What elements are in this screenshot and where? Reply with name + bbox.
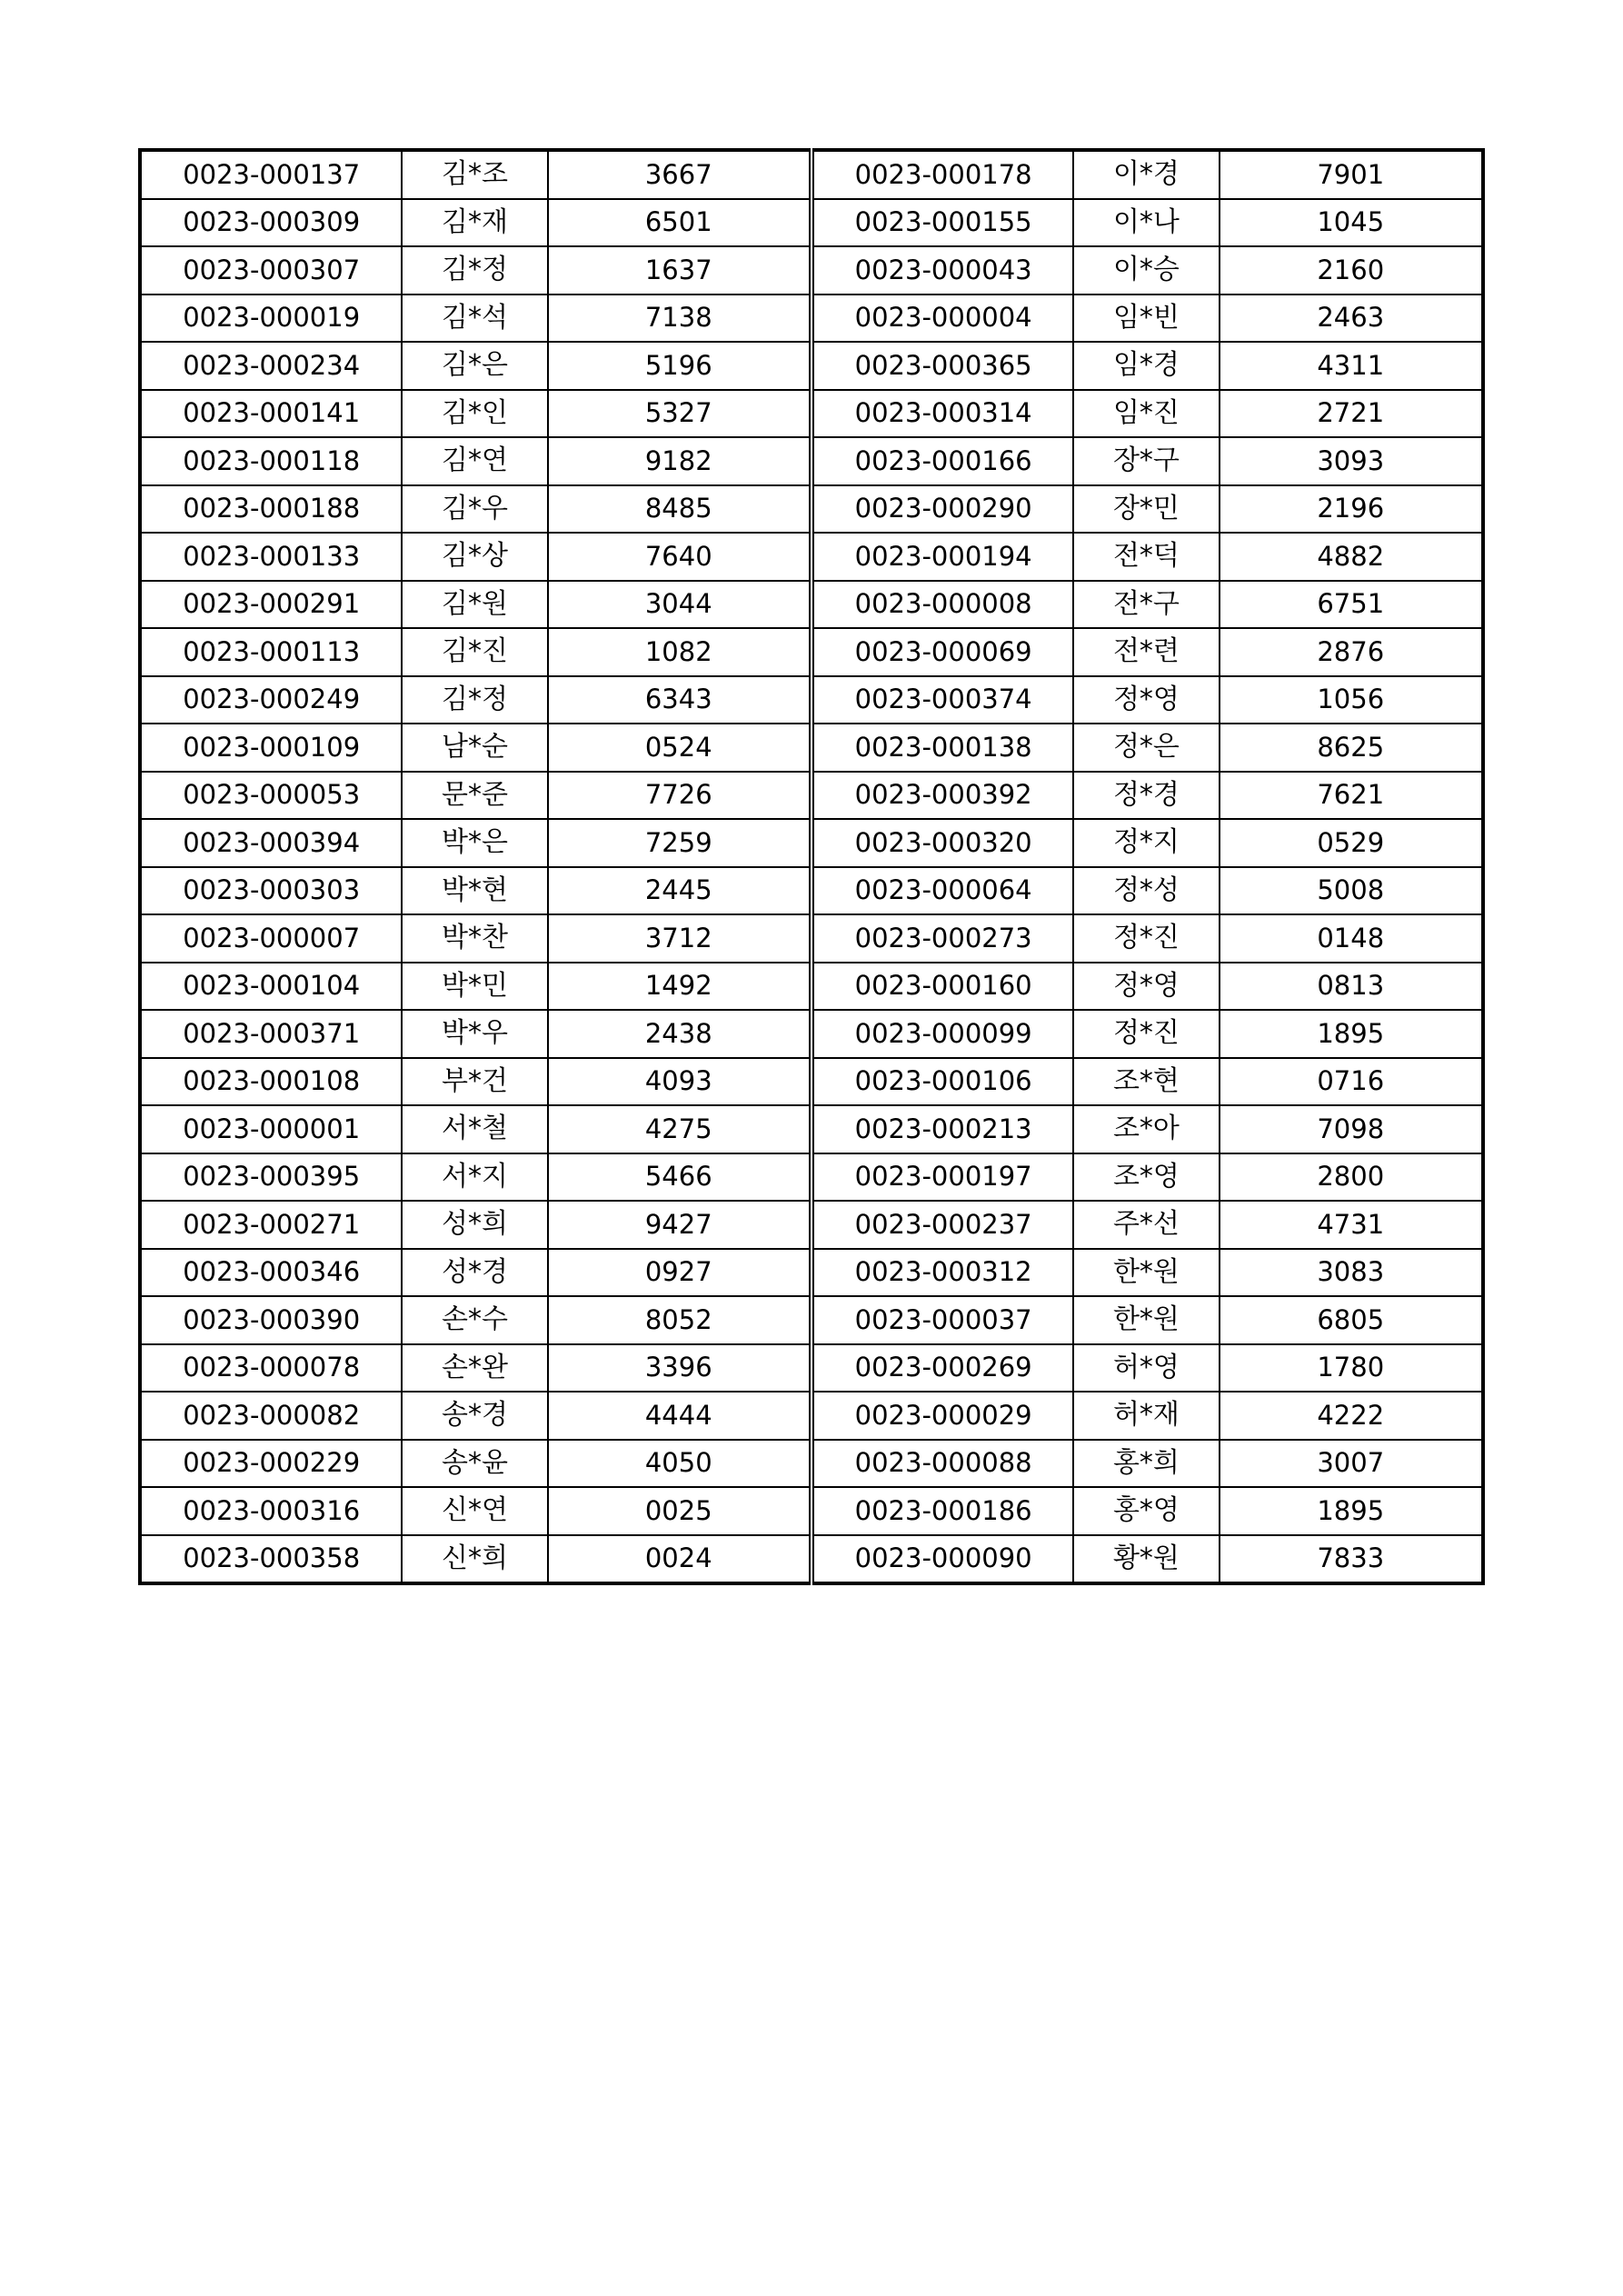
left-name-cell: 박*우 [402, 1010, 547, 1058]
left-code-cell: 5196 [548, 342, 812, 390]
left-id-cell: 0023-000001 [140, 1105, 402, 1153]
table-row [140, 628, 1483, 676]
left-name-cell: 김*상 [402, 533, 547, 581]
left-id-cell: 0023-000133 [140, 533, 402, 581]
left-code-cell: 3667 [548, 150, 812, 199]
left-id-cell: 0023-000390 [140, 1296, 402, 1344]
table-row [140, 963, 1483, 1011]
left-id-cell: 0023-000188 [140, 485, 402, 534]
right-code-cell: 3007 [1220, 1440, 1483, 1488]
right-name-cell: 홍*희 [1073, 1440, 1219, 1488]
left-code-cell: 0927 [548, 1249, 812, 1297]
right-id-cell: 0023-000088 [812, 1440, 1073, 1488]
left-code-cell: 8485 [548, 485, 812, 534]
left-id-cell: 0023-000082 [140, 1392, 402, 1440]
left-code-cell: 9427 [548, 1201, 812, 1249]
left-id-cell: 0023-000104 [140, 963, 402, 1011]
left-code-cell: 4093 [548, 1058, 812, 1106]
right-code-cell: 2800 [1220, 1153, 1483, 1202]
right-name-cell: 이*경 [1073, 150, 1219, 199]
table-row [140, 437, 1483, 485]
right-name-cell: 임*빈 [1073, 294, 1219, 343]
left-id-cell: 0023-000113 [140, 628, 402, 676]
table-row [140, 819, 1483, 867]
left-code-cell: 5327 [548, 390, 812, 438]
right-name-cell: 정*영 [1073, 963, 1219, 1011]
right-name-cell: 정*은 [1073, 724, 1219, 772]
left-id-cell: 0023-000053 [140, 772, 402, 820]
left-name-cell: 남*순 [402, 724, 547, 772]
right-name-cell: 한*원 [1073, 1296, 1219, 1344]
table-row [140, 390, 1483, 438]
right-name-cell: 임*진 [1073, 390, 1219, 438]
left-name-cell: 김*정 [402, 246, 547, 294]
right-name-cell: 홍*영 [1073, 1487, 1219, 1535]
right-name-cell: 정*성 [1073, 867, 1219, 915]
right-code-cell: 4311 [1220, 342, 1483, 390]
table-row [140, 246, 1483, 294]
table-row [140, 485, 1483, 534]
left-code-cell: 7640 [548, 533, 812, 581]
left-name-cell: 김*원 [402, 581, 547, 629]
table-row [140, 914, 1483, 963]
left-code-cell: 0524 [548, 724, 812, 772]
left-name-cell: 김*인 [402, 390, 547, 438]
left-code-cell: 7726 [548, 772, 812, 820]
right-id-cell: 0023-000290 [812, 485, 1073, 534]
table-row [140, 1201, 1483, 1249]
right-id-cell: 0023-000037 [812, 1296, 1073, 1344]
roster-table [138, 148, 1485, 1585]
right-code-cell: 4222 [1220, 1392, 1483, 1440]
right-id-cell: 0023-000064 [812, 867, 1073, 915]
right-code-cell: 2160 [1220, 246, 1483, 294]
table-row [140, 1487, 1483, 1535]
left-id-cell: 0023-000137 [140, 150, 402, 199]
left-code-cell: 6343 [548, 676, 812, 724]
left-code-cell: 4050 [548, 1440, 812, 1488]
left-code-cell: 4275 [548, 1105, 812, 1153]
left-code-cell: 4444 [548, 1392, 812, 1440]
right-name-cell: 임*경 [1073, 342, 1219, 390]
left-id-cell: 0023-000307 [140, 246, 402, 294]
right-name-cell: 조*영 [1073, 1153, 1219, 1202]
left-name-cell: 김*재 [402, 199, 547, 247]
right-name-cell: 전*구 [1073, 581, 1219, 629]
left-name-cell: 서*지 [402, 1153, 547, 1202]
right-id-cell: 0023-000166 [812, 437, 1073, 485]
right-code-cell: 0813 [1220, 963, 1483, 1011]
right-id-cell: 0023-000194 [812, 533, 1073, 581]
table-row [140, 1535, 1483, 1584]
table-row [140, 199, 1483, 247]
right-name-cell: 허*재 [1073, 1392, 1219, 1440]
left-id-cell: 0023-000303 [140, 867, 402, 915]
left-name-cell: 문*준 [402, 772, 547, 820]
table-row [140, 867, 1483, 915]
right-code-cell: 1056 [1220, 676, 1483, 724]
right-id-cell: 0023-000197 [812, 1153, 1073, 1202]
right-name-cell: 정*경 [1073, 772, 1219, 820]
left-name-cell: 신*연 [402, 1487, 547, 1535]
right-name-cell: 장*구 [1073, 437, 1219, 485]
table-row [140, 676, 1483, 724]
right-code-cell: 1045 [1220, 199, 1483, 247]
left-name-cell: 송*윤 [402, 1440, 547, 1488]
table-row [140, 772, 1483, 820]
right-id-cell: 0023-000090 [812, 1535, 1073, 1584]
left-name-cell: 김*석 [402, 294, 547, 343]
left-code-cell: 1637 [548, 246, 812, 294]
table-row [140, 1296, 1483, 1344]
right-code-cell: 5008 [1220, 867, 1483, 915]
right-id-cell: 0023-000213 [812, 1105, 1073, 1153]
left-name-cell: 손*수 [402, 1296, 547, 1344]
right-code-cell: 7833 [1220, 1535, 1483, 1584]
left-id-cell: 0023-000141 [140, 390, 402, 438]
right-name-cell: 조*아 [1073, 1105, 1219, 1153]
left-name-cell: 박*현 [402, 867, 547, 915]
left-id-cell: 0023-000316 [140, 1487, 402, 1535]
right-id-cell: 0023-000004 [812, 294, 1073, 343]
right-id-cell: 0023-000155 [812, 199, 1073, 247]
right-name-cell: 허*영 [1073, 1344, 1219, 1393]
right-name-cell: 이*나 [1073, 199, 1219, 247]
left-name-cell: 김*연 [402, 437, 547, 485]
right-name-cell: 이*승 [1073, 246, 1219, 294]
table-row [140, 1249, 1483, 1297]
right-name-cell: 전*덕 [1073, 533, 1219, 581]
table-row [140, 1392, 1483, 1440]
right-code-cell: 0148 [1220, 914, 1483, 963]
left-code-cell: 5466 [548, 1153, 812, 1202]
roster-table-body [140, 150, 1483, 1583]
table-row [140, 1058, 1483, 1106]
left-name-cell: 성*경 [402, 1249, 547, 1297]
left-name-cell: 신*희 [402, 1535, 547, 1584]
right-id-cell: 0023-000269 [812, 1344, 1073, 1393]
left-code-cell: 0025 [548, 1487, 812, 1535]
left-name-cell: 송*경 [402, 1392, 547, 1440]
right-id-cell: 0023-000008 [812, 581, 1073, 629]
right-code-cell: 2876 [1220, 628, 1483, 676]
right-code-cell: 6805 [1220, 1296, 1483, 1344]
right-code-cell: 6751 [1220, 581, 1483, 629]
left-code-cell: 2445 [548, 867, 812, 915]
left-id-cell: 0023-000019 [140, 294, 402, 343]
left-id-cell: 0023-000109 [140, 724, 402, 772]
left-code-cell: 3396 [548, 1344, 812, 1393]
left-name-cell: 박*은 [402, 819, 547, 867]
right-code-cell: 0716 [1220, 1058, 1483, 1106]
table-row [140, 533, 1483, 581]
right-code-cell: 0529 [1220, 819, 1483, 867]
right-name-cell: 한*원 [1073, 1249, 1219, 1297]
left-name-cell: 김*은 [402, 342, 547, 390]
table-row [140, 294, 1483, 343]
table-row [140, 1440, 1483, 1488]
left-name-cell: 김*진 [402, 628, 547, 676]
right-code-cell: 2196 [1220, 485, 1483, 534]
left-id-cell: 0023-000309 [140, 199, 402, 247]
right-code-cell: 8625 [1220, 724, 1483, 772]
left-name-cell: 김*우 [402, 485, 547, 534]
left-id-cell: 0023-000371 [140, 1010, 402, 1058]
right-id-cell: 0023-000365 [812, 342, 1073, 390]
right-id-cell: 0023-000160 [812, 963, 1073, 1011]
table-row [140, 150, 1483, 199]
left-id-cell: 0023-000108 [140, 1058, 402, 1106]
right-id-cell: 0023-000392 [812, 772, 1073, 820]
left-code-cell: 1492 [548, 963, 812, 1011]
left-name-cell: 성*희 [402, 1201, 547, 1249]
table-row [140, 1010, 1483, 1058]
right-id-cell: 0023-000273 [812, 914, 1073, 963]
left-code-cell: 7259 [548, 819, 812, 867]
left-id-cell: 0023-000249 [140, 676, 402, 724]
table-row [140, 724, 1483, 772]
left-code-cell: 0024 [548, 1535, 812, 1584]
right-name-cell: 정*영 [1073, 676, 1219, 724]
right-name-cell: 정*지 [1073, 819, 1219, 867]
right-code-cell: 1895 [1220, 1487, 1483, 1535]
right-id-cell: 0023-000374 [812, 676, 1073, 724]
right-id-cell: 0023-000029 [812, 1392, 1073, 1440]
right-name-cell: 정*진 [1073, 1010, 1219, 1058]
right-id-cell: 0023-000099 [812, 1010, 1073, 1058]
left-id-cell: 0023-000234 [140, 342, 402, 390]
right-name-cell: 장*민 [1073, 485, 1219, 534]
left-name-cell: 박*민 [402, 963, 547, 1011]
left-name-cell: 김*정 [402, 676, 547, 724]
left-code-cell: 1082 [548, 628, 812, 676]
table-row [140, 1344, 1483, 1393]
left-name-cell: 박*찬 [402, 914, 547, 963]
left-code-cell: 2438 [548, 1010, 812, 1058]
left-id-cell: 0023-000394 [140, 819, 402, 867]
table-row [140, 342, 1483, 390]
left-name-cell: 서*철 [402, 1105, 547, 1153]
left-code-cell: 9182 [548, 437, 812, 485]
right-id-cell: 0023-000312 [812, 1249, 1073, 1297]
right-code-cell: 3093 [1220, 437, 1483, 485]
left-code-cell: 3712 [548, 914, 812, 963]
right-code-cell: 4882 [1220, 533, 1483, 581]
left-code-cell: 7138 [548, 294, 812, 343]
right-id-cell: 0023-000186 [812, 1487, 1073, 1535]
left-id-cell: 0023-000395 [140, 1153, 402, 1202]
right-name-cell: 전*련 [1073, 628, 1219, 676]
left-id-cell: 0023-000291 [140, 581, 402, 629]
left-id-cell: 0023-000007 [140, 914, 402, 963]
right-name-cell: 황*원 [1073, 1535, 1219, 1584]
table-row [140, 1153, 1483, 1202]
right-code-cell: 1895 [1220, 1010, 1483, 1058]
right-code-cell: 7901 [1220, 150, 1483, 199]
right-code-cell: 1780 [1220, 1344, 1483, 1393]
right-name-cell: 정*진 [1073, 914, 1219, 963]
right-code-cell: 2463 [1220, 294, 1483, 343]
table-row [140, 1105, 1483, 1153]
right-id-cell: 0023-000320 [812, 819, 1073, 867]
right-code-cell: 3083 [1220, 1249, 1483, 1297]
left-name-cell: 김*조 [402, 150, 547, 199]
left-code-cell: 6501 [548, 199, 812, 247]
right-code-cell: 7098 [1220, 1105, 1483, 1153]
right-id-cell: 0023-000138 [812, 724, 1073, 772]
right-name-cell: 주*선 [1073, 1201, 1219, 1249]
left-id-cell: 0023-000346 [140, 1249, 402, 1297]
right-name-cell: 조*현 [1073, 1058, 1219, 1106]
right-id-cell: 0023-000069 [812, 628, 1073, 676]
right-id-cell: 0023-000237 [812, 1201, 1073, 1249]
left-code-cell: 8052 [548, 1296, 812, 1344]
right-code-cell: 7621 [1220, 772, 1483, 820]
right-id-cell: 0023-000178 [812, 150, 1073, 199]
right-code-cell: 4731 [1220, 1201, 1483, 1249]
left-id-cell: 0023-000271 [140, 1201, 402, 1249]
right-code-cell: 2721 [1220, 390, 1483, 438]
right-id-cell: 0023-000043 [812, 246, 1073, 294]
left-name-cell: 부*건 [402, 1058, 547, 1106]
left-id-cell: 0023-000118 [140, 437, 402, 485]
left-id-cell: 0023-000358 [140, 1535, 402, 1584]
left-id-cell: 0023-000229 [140, 1440, 402, 1488]
table-row [140, 581, 1483, 629]
left-id-cell: 0023-000078 [140, 1344, 402, 1393]
left-code-cell: 3044 [548, 581, 812, 629]
right-id-cell: 0023-000314 [812, 390, 1073, 438]
left-name-cell: 손*완 [402, 1344, 547, 1393]
right-id-cell: 0023-000106 [812, 1058, 1073, 1106]
